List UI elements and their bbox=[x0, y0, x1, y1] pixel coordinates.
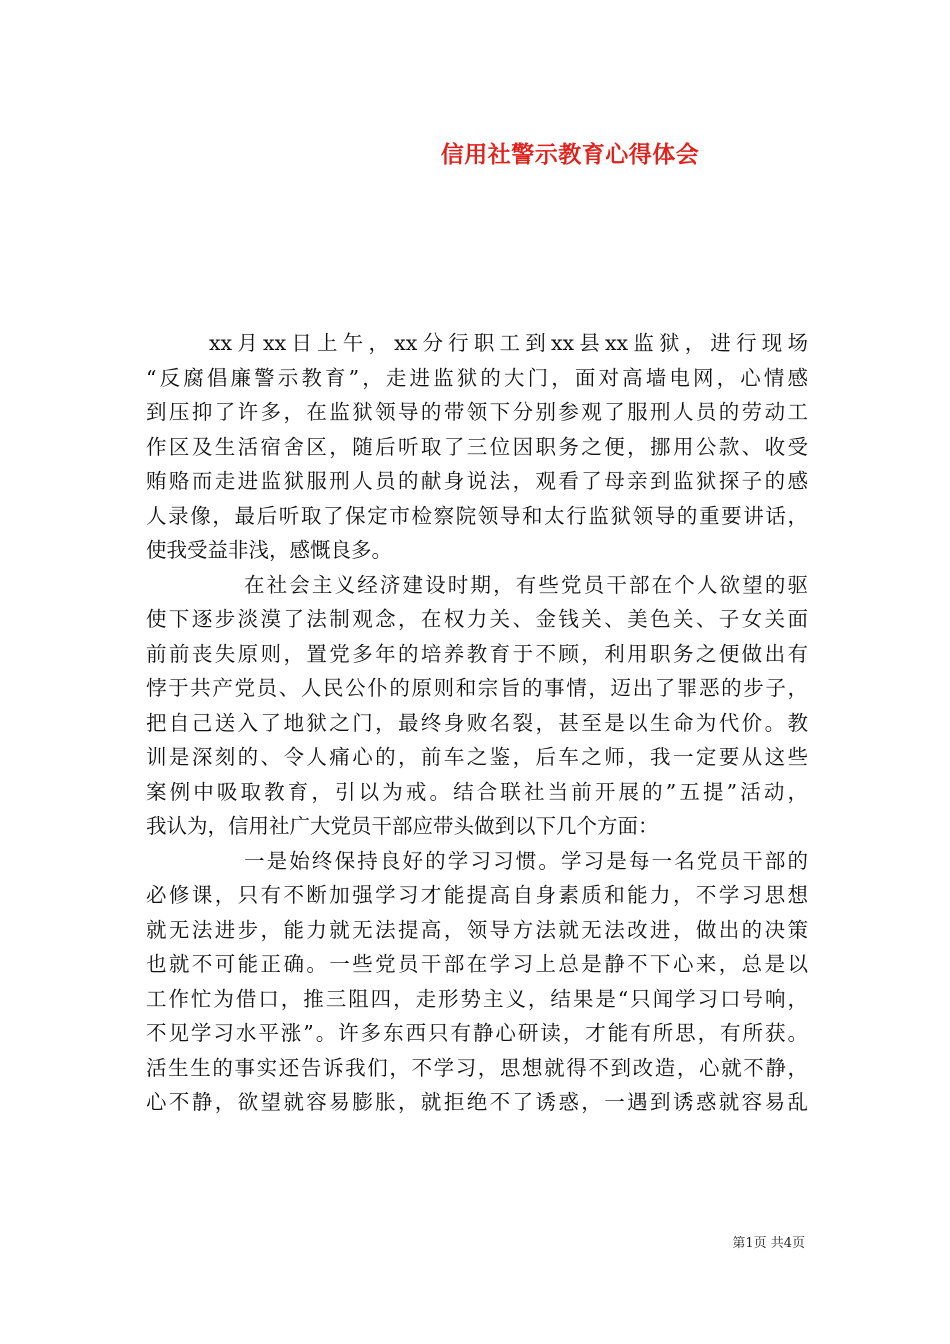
text-line: 活生生的事实还告诉我们，不学习，思想就得不到改造，心就不静， bbox=[146, 1055, 808, 1080]
text-line: 悖于共产党员、人民公仆的原则和宗旨的事情，迈出了罪恶的步子， bbox=[146, 676, 808, 700]
document-body bbox=[146, 326, 808, 1120]
paragraph-1 bbox=[146, 326, 808, 568]
page-number-footer: 第1页 共4页 bbox=[732, 1236, 805, 1251]
text-line: 使我受益非浅，感慨良多。 bbox=[146, 538, 392, 562]
text-line: 也就不可能正确。一些党员干部在学习上总是静不下心来，总是以 bbox=[146, 952, 808, 976]
text-line: 使下逐步淡漠了法制观念，在权力关、金钱关、美色关、子女关面 bbox=[146, 607, 808, 631]
text-line: 一是始终保持良好的学习习惯。学习是每一名党员干部的 bbox=[244, 848, 808, 873]
text-line: 人录像，最后听取了保定市检察院领导和太行监狱领导的重要讲话， bbox=[146, 503, 808, 528]
text-line: 到压抑了许多，在监狱领导的带领下分别参观了服刑人员的劳动工 bbox=[146, 400, 808, 424]
text-line: 不见学习水平涨”。许多东西只有静心研读，才能有所思，有所获。 bbox=[146, 1021, 808, 1045]
text-line: 把自己送入了地狱之门，最终身败名裂，甚至是以生命为代价。教 bbox=[146, 710, 808, 735]
text-line: 贿赂而走进监狱服刑人员的献身说法，观看了母亲到监狱探子的感 bbox=[146, 469, 808, 493]
text-line: 我认为，信用社广大党员干部应带头做到以下几个方面： bbox=[146, 814, 659, 838]
text-line: 前前丧失原则，置党多年的培养教育于不顾，利用职务之便做出有 bbox=[146, 641, 808, 666]
text-line: 在社会主义经济建设时期，有些党员干部在个人欲望的驱 bbox=[244, 572, 808, 597]
paragraph-2 bbox=[146, 568, 808, 844]
text-line: 工作忙为借口，推三阻四，走形势主义，结果是“只闻学习口号响， bbox=[146, 986, 808, 1011]
text-line: xx月xx日上午，xx分行职工到xx县xx监狱，进行现场 bbox=[209, 331, 808, 355]
text-line: 心不静，欲望就容易膨胀，就拒绝不了诱惑，一遇到诱惑就容易乱 bbox=[146, 1090, 808, 1114]
document-title: 信用社警示教育心得体会 bbox=[440, 141, 700, 168]
text-line: 作区及生活宿舍区，随后听取了三位因职务之便，挪用公款、收受 bbox=[146, 434, 808, 459]
text-line: “反腐倡廉警示教育”，走进监狱的大门，面对高墙电网，心情感 bbox=[146, 365, 808, 390]
text-line: 训是深刻的、令人痛心的，前车之鉴，后车之师，我一定要从这些 bbox=[146, 745, 808, 769]
paragraph-3 bbox=[146, 844, 808, 1120]
text-line: 必修课，只有不断加强学习才能提高自身素质和能力，不学习思想 bbox=[146, 883, 808, 907]
text-line: 案例中吸取教育，引以为戒。结合联社当前开展的”五提”活动， bbox=[146, 779, 808, 804]
text-line: 就无法进步，能力就无法提高，领导方法就无法改进，做出的决策 bbox=[146, 917, 808, 942]
